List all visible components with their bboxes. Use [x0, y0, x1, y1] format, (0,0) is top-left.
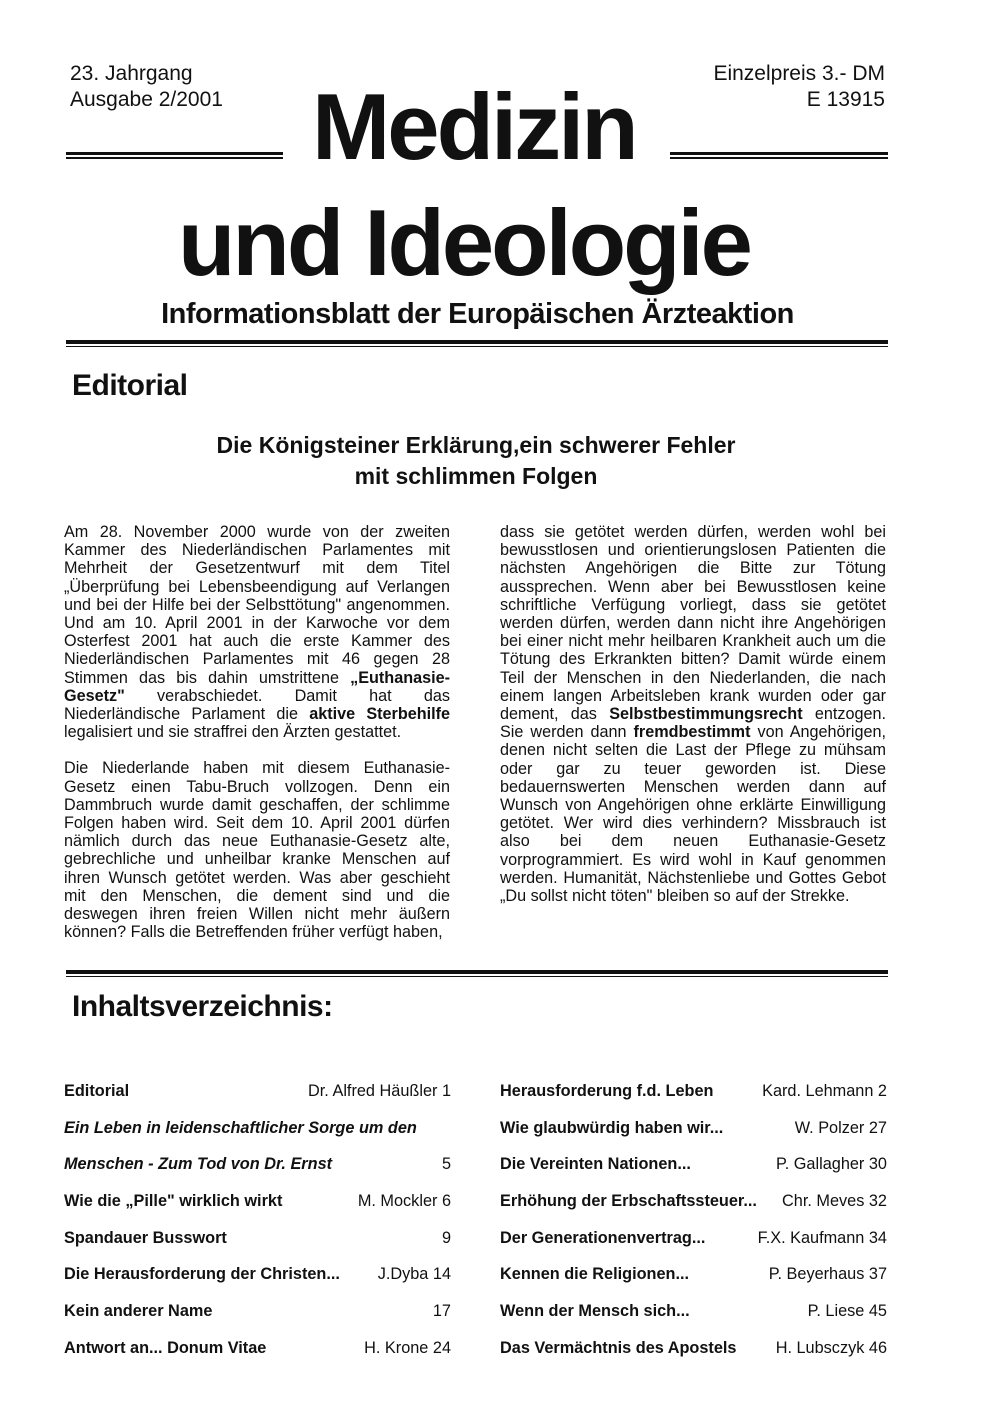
editorial-paragraph — [64, 523, 450, 741]
header-meta-right — [713, 61, 885, 113]
masthead-subtitle: Informationsblatt der Europäischen Ärzteaktion — [161, 298, 794, 330]
text-run: Am 28. November 2000 wurde von der zweiten Kammer des Niederländischen Parlamentes mit Mehrheit der Gesetzentwurf mit dem Titel „Überprüfung bei Lebensbeendigung auf Verlangen und bei der Hilfe bei der Selbsttötung" angenommen. Und am 10. April 2001 in der Karwoche vor dem Osterfest 2001 hat auch die erste Kammer des Niederländischen Parlamentes mit 46 gegen 28 Stimmen das bis dahin umstrittene — [64, 523, 450, 687]
toc-entry-title: Erhöhung der Erbschaftssteuer... — [500, 1192, 757, 1211]
toc-right-column — [500, 1082, 887, 1376]
toc-entry-title: Die Herausforderung der Christen... — [64, 1265, 340, 1284]
editorial-paragraph: Die Niederlande haben mit diesem Euthanasie-Gesetz einen Tabu-Bruch vollzogen. Denn ein Dammbruch wurde damit geschaffen, der schlimme Folgen haben wird. Seit dem 10. April 2001 dürfen nämlich durch das neue Euthanasie-Gesetz alte, gebrechliche und unheilbar kranke Menschen auf ihren Wunsch getötet werden. Was aber geschieht mit den Menschen, die dement sind und die deswegen ihren freien Willen nicht mehr äußern können? Falls die Betreffenden früher verfügt haben, — [64, 759, 450, 942]
masthead-rule-right — [670, 152, 888, 159]
volume-label: 23. Jahrgang — [70, 62, 193, 85]
toc-entry-author-page: J.Dyba 14 — [377, 1265, 451, 1284]
toc-entry — [64, 1229, 451, 1266]
toc-entry-author-page: F.X. Kaufmann 34 — [757, 1228, 887, 1247]
toc-entry-author-page: P. Liese 45 — [807, 1302, 887, 1321]
masthead-title-line2: und Ideologie — [178, 190, 750, 295]
toc-entry-title: Editorial — [64, 1082, 130, 1100]
toc-entry — [500, 1082, 887, 1119]
toc-entry-title: Kein anderer Name — [64, 1302, 213, 1321]
toc-left-column — [64, 1082, 451, 1376]
toc-entry-title: Das Vermächtnis des Apostels — [500, 1338, 737, 1357]
editorial-column-2 — [500, 523, 886, 923]
toc-entry — [500, 1119, 887, 1156]
toc-entry — [500, 1265, 887, 1302]
masthead-title-line1: Medizin — [312, 74, 636, 179]
toc-entry-author-page: Chr. Meves 32 — [782, 1192, 887, 1211]
toc-entry-author-page: Dr. Alfred Häußler 1 — [308, 1082, 451, 1100]
toc-entry-title: Der Generationenvertrag... — [500, 1228, 706, 1247]
toc-entry-author-page: 17 — [432, 1302, 451, 1321]
text-run: dass sie getötet werden dürfen, werden wohl bei bewusstlosen und orientierungslosen Patienten die nächsten Angehörigen die Bitte zur Tötung aussprechen. Wenn aber bei Bewusstlosen keine schriftliche Verfügung vorliegt, dass sie getötet werden dürfen, werden dann nicht ihre Angehörigen bei einer nicht mehr heilbaren Krankheit auch um die Tötung des Erkrankten bitten? Damit würde einem Teil der Menschen in den Niederlanden, die nach einem langen Arbeitsleben krank wurden oder gar dement, das — [500, 523, 886, 724]
toc-entry-author-page: Kard. Lehmann 2 — [762, 1082, 887, 1100]
toc-entry-title: Herausforderung f.d. Leben — [500, 1082, 714, 1100]
divider-toc — [66, 970, 888, 977]
toc-entry — [500, 1155, 887, 1192]
toc-entry — [64, 1119, 451, 1156]
toc-entry — [64, 1302, 451, 1339]
toc-entry-author-page: 5 — [441, 1155, 451, 1174]
toc-entry — [500, 1302, 887, 1339]
toc-entry-author-page: H. Krone 24 — [364, 1338, 451, 1357]
text-run: von Angehörigen, denen nicht selten die Last der Pflege zu mühsam oder gar zu teuer geworden ist. Diese bedauernswerten Menschen werden dann auf Wunsch von Angehörigen ohne erklärte Einwilligung getötet. Wer wird dies verhindern? Missbrauch ist also bei dem neuen Euthanasie-Gesetz vorprogrammiert. Es wird wohl in Kauf genommen werden. Humanität, Nächstenliebe und Gottes Gebot „Du sollst nicht töten" bleiben so auf der Strekke. — [500, 723, 886, 906]
editorial-column-1 — [64, 523, 450, 959]
editorial-paragraph — [500, 523, 886, 905]
toc-entry — [64, 1339, 451, 1376]
toc-entry-author-page: H. Lubsczyk 46 — [775, 1338, 887, 1357]
headline-line1: Die Königsteiner Erklärung,ein schwerer Fehler — [216, 432, 736, 458]
toc-entry-title: Antwort an... Donum Vitae — [64, 1338, 267, 1357]
text-run: verabschiedet. Damit hat das Niederländische Parlament die — [64, 686, 450, 724]
toc-entry-title: Wenn der Mensch sich... — [500, 1302, 690, 1321]
toc-entry-title: Wie die „Pille" wirklich wirkt — [64, 1192, 283, 1211]
toc-entry-author-page: P. Gallagher 30 — [775, 1155, 887, 1174]
issue-label: Ausgabe 2/2001 — [70, 88, 223, 111]
toc-entry-title: Wie glaubwürdig haben wir... — [500, 1118, 724, 1137]
toc-entry — [64, 1192, 451, 1229]
divider-top — [66, 340, 888, 347]
headline-line2: mit schlimmen Folgen — [354, 463, 598, 489]
toc-entry-author-page: M. Mockler 6 — [357, 1192, 451, 1211]
emphasis-text: „Euthanasie-Gesetz" — [64, 668, 450, 705]
code-label: E 13915 — [806, 88, 885, 111]
masthead-rule-left — [66, 152, 283, 159]
emphasis-text: aktive Sterbehilfe — [309, 705, 451, 724]
editorial-heading: Editorial — [72, 369, 188, 402]
toc-entry-title: Menschen - Zum Tod von Dr. Ernst — [64, 1155, 333, 1174]
toc-heading: Inhaltsverzeichnis: — [72, 990, 333, 1023]
toc-entry — [64, 1265, 451, 1302]
header-meta-left — [70, 61, 223, 113]
toc-entry-title: Ein Leben in leidenschaftlicher Sorge um den — [64, 1118, 417, 1137]
toc-entry — [500, 1339, 887, 1376]
emphasis-text: Selbstbestimmungsrecht — [609, 705, 803, 724]
editorial-headline — [0, 430, 952, 492]
toc-entry — [64, 1082, 451, 1119]
toc-entry-title: Spandauer Busswort — [64, 1228, 227, 1247]
toc-entry-title: Die Vereinten Nationen... — [500, 1155, 691, 1174]
toc-entry-author-page: 9 — [441, 1228, 451, 1247]
toc-entry-title: Kennen die Religionen... — [500, 1265, 690, 1284]
text-run: legalisiert und sie straffrei den Ärzten gestattet. — [64, 723, 402, 742]
toc-entry-author-page: W. Polzer 27 — [794, 1118, 887, 1137]
text-run: entzogen. Sie werden dann — [500, 705, 886, 742]
toc-entry-author-page: P. Beyerhaus 37 — [768, 1265, 887, 1284]
price-label: Einzelpreis 3.- DM — [713, 62, 885, 85]
toc-entry — [500, 1192, 887, 1229]
toc-entry — [64, 1155, 451, 1192]
emphasis-text: fremdbestimmt — [633, 723, 751, 742]
toc-entry — [500, 1229, 887, 1266]
